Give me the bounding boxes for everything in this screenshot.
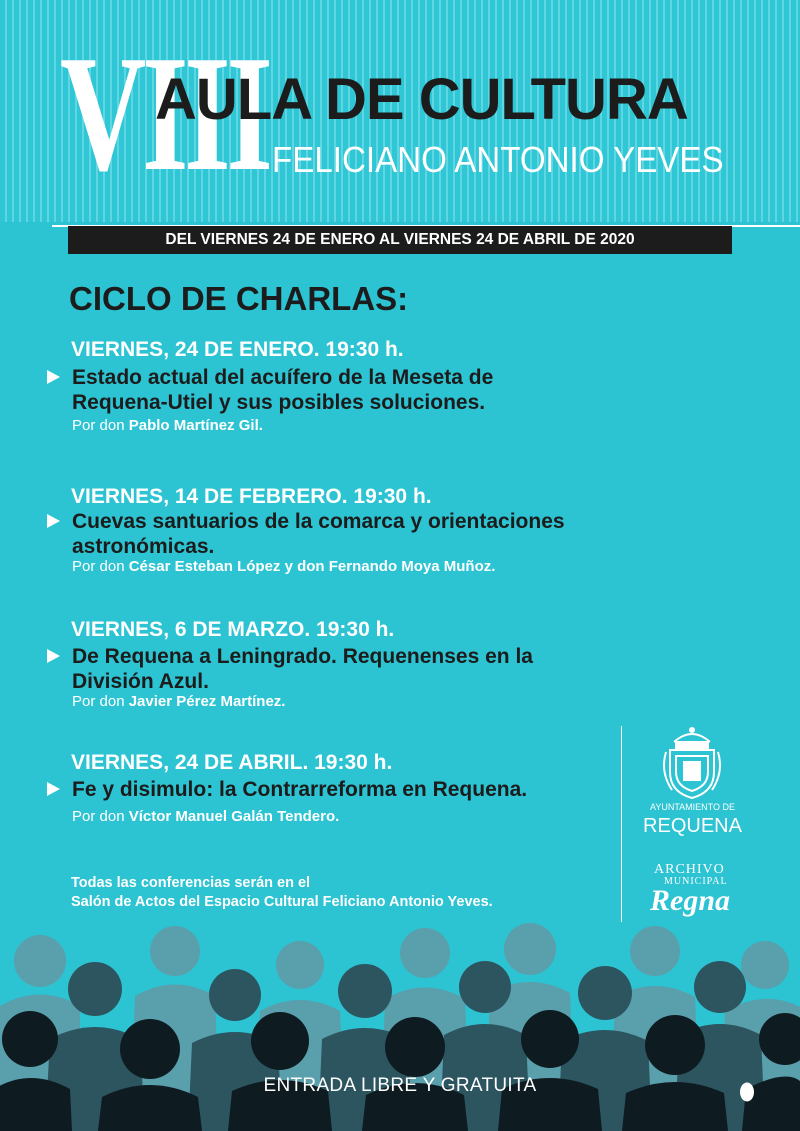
venue-note: Todas las conferencias serán en el Salón de Actos del Espacio Cultural Feliciano Antonio Yeves. <box>71 875 493 910</box>
town-hall-logo <box>630 722 755 840</box>
archive-label-municipal: MUNICIPAL <box>664 876 728 887</box>
play-arrow-icon <box>47 370 60 384</box>
archive-script: Regna <box>650 884 731 917</box>
town-hall-label: REQUENA <box>643 815 742 837</box>
talk-speaker: Por don Víctor Manuel Galán Tendero. <box>72 808 340 825</box>
talk-date: VIERNES, 24 DE ENERO. 19:30 h. <box>71 338 404 361</box>
event-title: AULA DE CULTURA <box>155 67 688 132</box>
play-arrow-icon <box>47 649 60 663</box>
event-subtitle: FELICIANO ANTONIO YEVES <box>272 139 724 180</box>
play-arrow-icon <box>47 514 60 528</box>
logo-divider <box>621 726 622 922</box>
talk-speaker: Por don César Esteban López y don Fernando Moya Muñoz. <box>72 558 496 575</box>
talk-title: Estado actual del acuífero de la Meseta de Requena-Utiel y sus posibles soluciones. <box>72 366 494 414</box>
free-entry-text: ENTRADA LIBRE Y GRATUITA <box>263 1075 537 1096</box>
crowd-silhouette <box>0 921 800 1131</box>
talk-date: VIERNES, 6 DE MARZO. 19:30 h. <box>71 618 395 641</box>
talk-title: Cuevas santuarios de la comarca y orientaciones astronómicas. <box>72 510 565 558</box>
talk-title: De Requena a Leningrado. Requenenses en la División Azul. <box>72 645 533 693</box>
edition-numeral: VIII <box>60 21 269 205</box>
archive-label: ARCHIVO <box>654 862 725 877</box>
egg-icon <box>739 1080 755 1102</box>
cycle-title: CICLO DE CHARLAS: <box>69 280 409 317</box>
talk-speaker: Por don Pablo Martínez Gil. <box>72 417 263 434</box>
coat-of-arms-icon <box>630 722 755 802</box>
talk-title: Fe y disimulo: la Contrarreforma en Requena. <box>72 778 528 801</box>
date-range-bar: DEL VIERNES 24 DE ENERO AL VIERNES 24 DE ABRIL DE 2020 <box>68 226 732 254</box>
talk-speaker: Por don Javier Pérez Martínez. <box>72 693 286 710</box>
talk-date: VIERNES, 24 DE ABRIL. 19:30 h. <box>71 751 393 774</box>
talk-date: VIERNES, 14 DE FEBRERO. 19:30 h. <box>71 485 432 508</box>
town-hall-label-small: AYUNTAMIENTO DE <box>649 802 735 812</box>
play-arrow-icon <box>47 782 60 796</box>
